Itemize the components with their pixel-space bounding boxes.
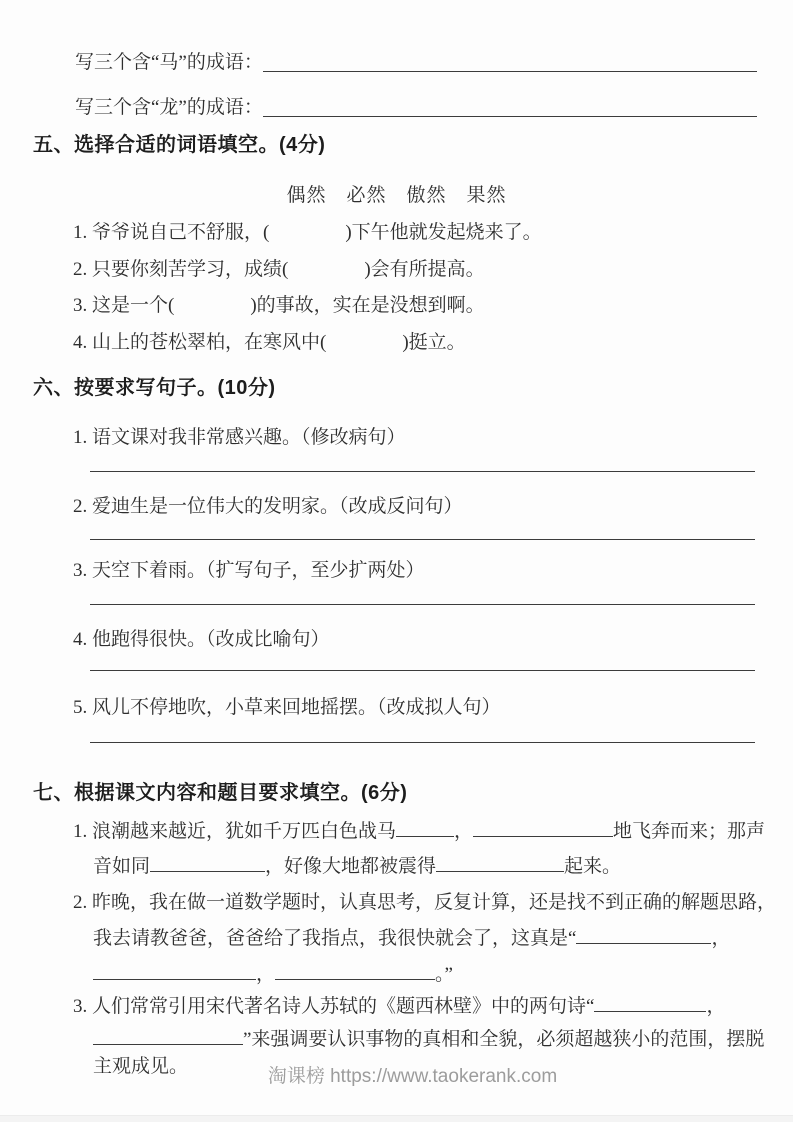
section5-item-2: 2. 只要你刻苦学习，成绩( )会有所提高。 (73, 259, 485, 280)
section6-answer-line-5 (90, 742, 755, 743)
section7-item-2-line-3 (93, 962, 453, 988)
section6-item-5: 5. 风儿不停地吹，小草来回地摇摆。（改成拟人句） (73, 697, 501, 718)
q7-3-text-a: 3. 人们常常引用宋代著名诗人苏轼的《题西林壁》中的两句诗“ (73, 996, 595, 1017)
section7-heading: 七、根据课文内容和题目要求填空。(6分) (33, 782, 408, 804)
q7-2-blank-1 (576, 926, 711, 944)
q7-1-text-e: 起来。 (564, 856, 622, 877)
q7-2-text-b: 。” (435, 964, 453, 985)
section6-item-4: 4. 他跑得很快。（改成比喻句） (73, 629, 330, 650)
q7-3-comma: ， (706, 996, 726, 1017)
q7-2-comma-1: ， (711, 928, 731, 949)
idiom-long-label: 写三个含“龙”的成语： (75, 97, 263, 118)
section6-item-1: 1. 语文课对我非常感兴趣。（修改病句） (73, 427, 406, 448)
section7-item-2-line-1: 2. 昨晚，我在做一道数学题时，认真思考，反复计算，还是找不到正确的解题思路， (73, 892, 777, 913)
section7-item-1-line-2 (93, 854, 621, 880)
section6-answer-line-2 (90, 539, 755, 540)
section6-answer-line-3 (90, 604, 755, 605)
q7-1-text-b: 地飞奔而来；那声 (613, 821, 766, 842)
section5-heading: 五、选择合适的词语填空。(4分) (33, 134, 326, 156)
section5-item-3: 3. 这是一个( )的事故，实在是没想到啊。 (73, 295, 485, 316)
q7-2-blank-2 (93, 962, 256, 980)
q7-1-blank-4 (436, 854, 564, 872)
section6-item-2: 2. 爱迪生是一位伟大的发明家。（改成反问句） (73, 496, 463, 517)
idiom-long-line (75, 95, 757, 121)
section7-item-3-line-1 (73, 994, 725, 1020)
section5-word-bank: 偶然 必然 傲然 果然 (286, 185, 507, 206)
q7-1-text-d: ，好像大地都被震得 (265, 856, 437, 877)
q7-2-text-a: 我去请教爸爸，爸爸给了我指点，我很快就会了，这真是“ (93, 928, 577, 949)
q7-1-blank-2 (473, 819, 613, 837)
section6-item-3: 3. 天空下着雨。（扩写句子，至少扩两处） (73, 560, 425, 581)
section6-answer-line-4 (90, 670, 755, 671)
idiom-ma-label: 写三个含“马”的成语： (75, 52, 263, 73)
section6-answer-line-1 (90, 471, 755, 472)
section6-heading: 六、按要求写句子。(10分) (33, 377, 276, 399)
q7-3-text-b: ”来强调要认识事物的真相和全貌，必须超越狭小的范围，摆脱 (243, 1029, 765, 1050)
q7-1-text-c: 音如同 (93, 856, 151, 877)
q7-2-comma-2: ， (256, 964, 276, 985)
watermark-text: 淘课榜 https://www.taokerank.com (267, 1066, 558, 1087)
q7-1-comma: ， (454, 821, 474, 842)
idiom-ma-answer-line (263, 71, 757, 72)
section7-item-3-line-2 (93, 1027, 764, 1053)
section5-item-4: 4. 山上的苍松翠柏，在寒风中( )挺立。 (73, 332, 466, 353)
section7-item-1-line-1 (73, 819, 765, 845)
q7-1-blank-3 (150, 854, 265, 872)
section5-item-1: 1. 爷爷说自己不舒服，( )下午他就发起烧来了。 (73, 222, 542, 243)
q7-3-blank-1 (594, 994, 706, 1012)
section7-item-2-line-2 (93, 926, 730, 952)
section7-item-3-line-3: 主观成见。 (93, 1056, 189, 1077)
q7-3-blank-2 (93, 1027, 243, 1045)
q7-2-blank-3 (275, 962, 435, 980)
page-bottom-edge (0, 1115, 793, 1122)
q7-1-blank-1 (396, 819, 454, 837)
idiom-long-answer-line (263, 116, 757, 117)
idiom-ma-line (75, 50, 757, 76)
q7-1-text-a: 1. 浪潮越来越近，犹如千万匹白色战马 (73, 821, 397, 842)
